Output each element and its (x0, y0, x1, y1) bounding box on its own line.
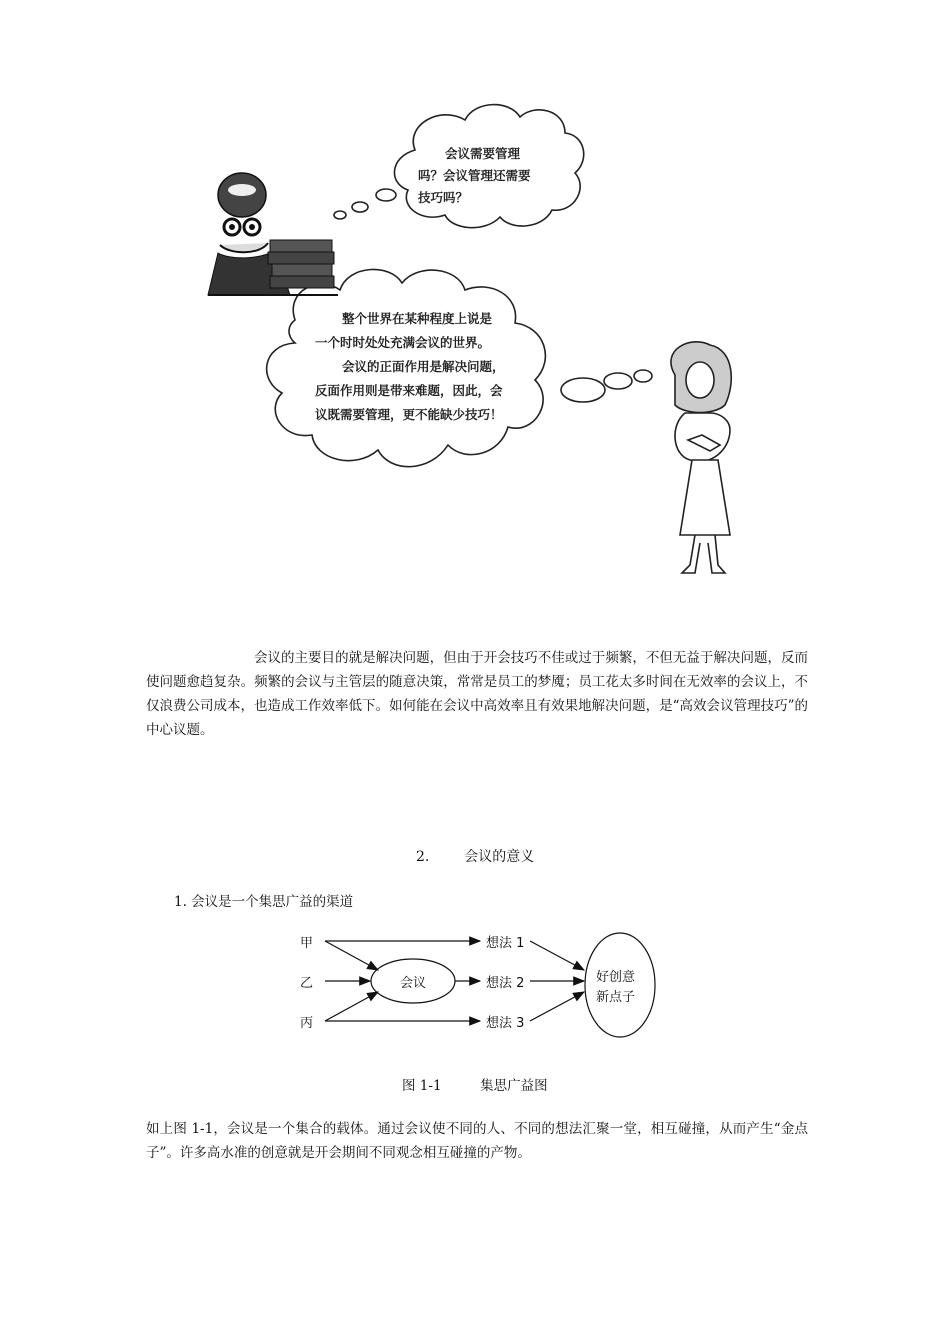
idea-2: 想法 2 (486, 976, 525, 991)
result-line-1: 好创意 (596, 970, 636, 985)
bubble-bottom-line-2: 一个时时处处充满会议的世界。 (315, 335, 491, 350)
bubble-top-line-3: 技巧吗？ (418, 190, 469, 205)
woman-figure (671, 342, 731, 573)
section-number: 2. (416, 849, 430, 865)
input-person-3: 丙 (300, 1016, 314, 1031)
figure-number: 图 1-1 (402, 1078, 442, 1094)
input-person-2: 乙 (300, 976, 314, 991)
figure-title: 集思广益图 (480, 1078, 548, 1094)
closing-paragraph-text: 如上图 1-1，会议是一个集合的载体。通过会议使不同的人、不同的想法汇聚一堂，相互碰撞，从而产生“金点子”。许多高水准的创意就是开会期间不同观念相互碰撞的产物。 (146, 1121, 808, 1161)
bubble-top-line-2: 吗？会议管理还需要 (418, 168, 531, 183)
bubble-bottom-line-3: 会议的正面作用是解决问题， (342, 359, 505, 374)
bubble-bottom-line-4: 反面作用则是带来难题，因此，会 (315, 383, 503, 398)
cartoon-illustration (190, 95, 790, 595)
section-heading (416, 846, 534, 866)
result-line-2: 新点子 (596, 990, 636, 1005)
subsection-heading: 1. 会议是一个集思广益的渠道 (174, 894, 354, 910)
input-person-1: 甲 (300, 936, 314, 951)
brainstorm-diagram (290, 925, 660, 1055)
figure-caption (402, 1074, 548, 1094)
idea-1: 想法 1 (486, 936, 525, 951)
closing-paragraph (146, 1117, 808, 1165)
bubble-bottom-line-1: 整个世界在某种程度上说是 (342, 311, 493, 326)
section-title: 会议的意义 (464, 849, 535, 865)
idea-3: 想法 3 (486, 1016, 525, 1031)
man-figure (208, 173, 338, 295)
bubble-top-line-1: 会议需要管理 (445, 146, 521, 161)
intro-paragraph (146, 646, 808, 742)
bubble-bottom-line-5: 议既需要管理，更不能缺少技巧！ (315, 407, 503, 422)
meeting-node: 会议 (400, 976, 427, 991)
intro-paragraph-text: 会议的主要目的就是解决问题，但由于开会技巧不佳或过于频繁，不但无益于解决问题，反而使问题愈趋复杂。频繁的会议与主管层的随意决策，常常是员工的梦魇；员工花太多时间在无效率的会议上，不仅浪费公司成本，也造成工作效率低下。如何能在会议中高效率且有效果地解决问题，是“高效会议管理技巧”的中心议题。 (146, 650, 808, 738)
